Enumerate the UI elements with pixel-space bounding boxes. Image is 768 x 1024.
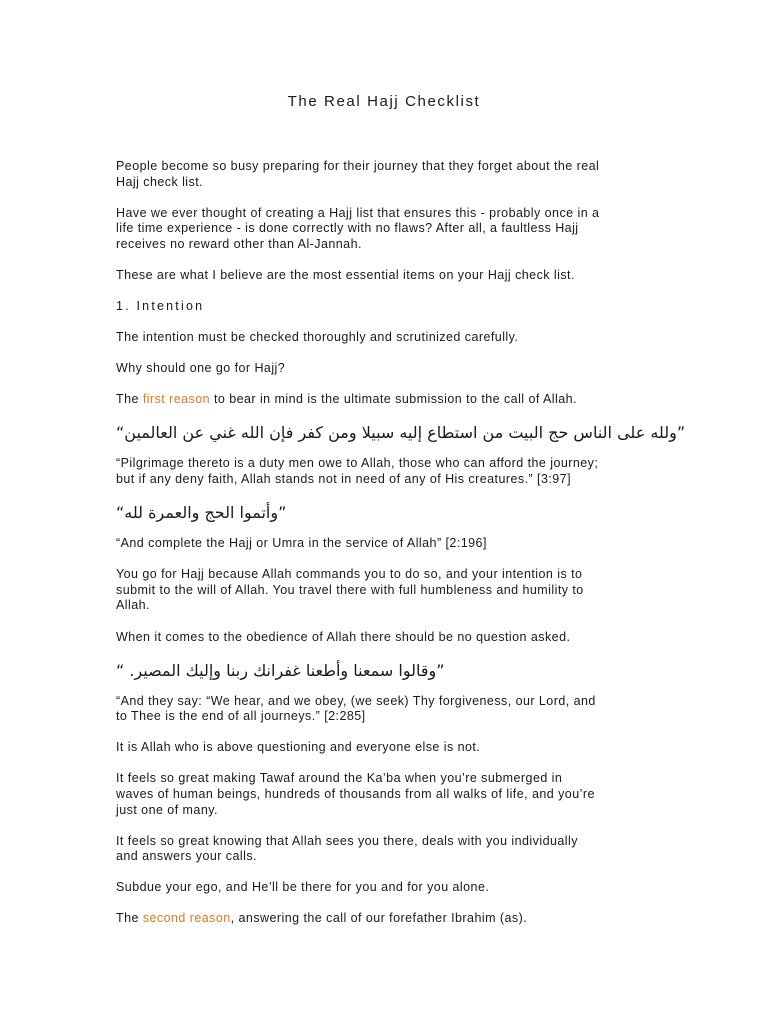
- paragraph-go-for-hajj: You go for Hajj because Allah commands you to do so, and your intention is to submit to the will of Allah. You travel there with full humbleness and humility to Allah.: [116, 567, 584, 613]
- text-segment: , answering the call of our forefather Ibrahim (as).: [230, 911, 528, 926]
- paragraph-tawaf: It feels so great making Tawaf around the Ka’ba when you’re submerged in waves of human beings, hundreds of thousands from all walks of life, and you’re just one of many.: [116, 771, 595, 817]
- document-title: The Real Hajj Checklist: [287, 93, 481, 110]
- document-body: [116, 159, 686, 943]
- quote-open: “: [116, 423, 125, 443]
- paragraph-second-reason: [116, 911, 656, 927]
- paragraph-obedience: When it comes to the obedience of Allah there should be no question asked.: [116, 629, 571, 644]
- paragraph-allah-sees-you: It feels so great knowing that Allah sees you there, deals with you individually and answers your calls.: [116, 833, 578, 864]
- paragraph-translation-3-97: “Pilgrimage thereto is a duty men owe to Allah, those who can afford the journey; but if any deny faith, Allah stands not in need of any of His creatures.” [3:97]: [116, 456, 599, 487]
- paragraph-intention-checked: The intention must be checked thoroughly and scrutinized carefully.: [116, 330, 519, 345]
- text-segment: The: [116, 392, 143, 407]
- arabic-text: ولله على الناس حج البيت من استطاع إليه سبيلا ومن كفر فإن الله غني عن العالمين: [124, 423, 677, 443]
- paragraph-translation-2-285: “And they say: “We hear, and we obey, (we seek) Thy forgiveness, our Lord, and to Thee is the end of all journeys.” [2:285]: [116, 693, 596, 724]
- paragraph-translation-2-196: “And complete the Hajj or Umra in the service of Allah” [2:196]: [116, 536, 487, 551]
- section-heading-intention: 1. Intention: [116, 299, 205, 314]
- text-segment: The: [116, 911, 143, 926]
- arabic-verse-2-196: [116, 503, 656, 523]
- paragraph-why-hajj: Why should one go for Hajj?: [116, 361, 286, 376]
- paragraph-essential-items: These are what I believe are the most essential items on your Hajj check list.: [116, 267, 575, 282]
- text-segment: to bear in mind is the ultimate submission to the call of Allah.: [210, 392, 577, 407]
- paragraph-intro: People become so busy preparing for their journey that they forget about the real Hajj check list.: [116, 159, 600, 189]
- highlight-second-reason: second reason: [142, 911, 231, 926]
- arabic-verse-2-285: [116, 661, 656, 681]
- highlight-first-reason: first reason: [142, 392, 211, 407]
- arabic-verse-3-97: [116, 423, 686, 443]
- quote-open: “: [116, 503, 125, 523]
- paragraph-first-reason: [116, 392, 656, 408]
- quote-close: ”: [436, 660, 445, 680]
- paragraph-subdue-ego: Subdue your ego, and He’ll be there for you and for you alone.: [116, 880, 490, 895]
- arabic-text: وقالوا سمعنا وأطعنا غفرانك ربنا وإليك المصير.: [129, 660, 437, 680]
- paragraph-checklist-question: Have we ever thought of creating a Hajj list that ensures this - probably once in a life time experience - is done correctly with no flaws? After all, a faultless Hajj receives no reward other than Al-Jannah.: [116, 205, 600, 251]
- quote-close: ”: [676, 423, 686, 443]
- arabic-text: وأتموا الحج والعمرة لله: [124, 503, 279, 523]
- quote-open: “: [116, 660, 130, 680]
- paragraph-above-questioning: It is Allah who is above questioning and everyone else is not.: [116, 740, 481, 755]
- quote-close: ”: [278, 503, 287, 523]
